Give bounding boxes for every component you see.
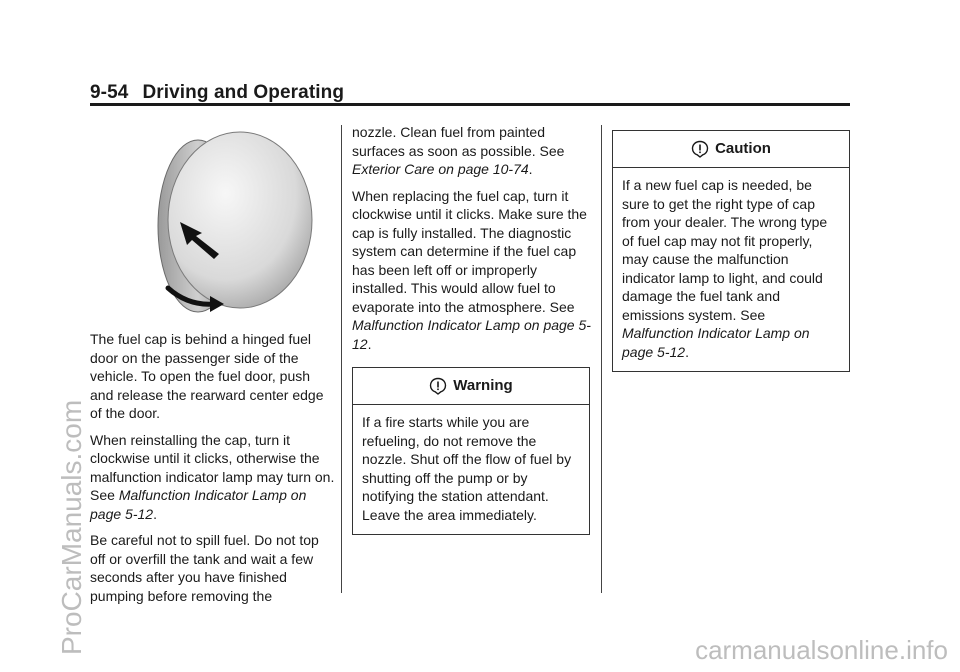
warning-title: Warning — [453, 376, 513, 394]
column-1 — [90, 330, 336, 613]
caution-box — [612, 130, 850, 372]
column-divider-2 — [601, 125, 602, 593]
cross-reference-link[interactable]: Malfunction Indicator Lamp on page 5-12 — [90, 487, 307, 522]
paragraph — [352, 123, 592, 179]
warning-header — [353, 368, 589, 405]
caution-text — [622, 176, 840, 361]
paragraph — [90, 431, 336, 524]
fuel-cap-illustration — [140, 130, 320, 320]
paragraph: Be careful not to spill fuel. Do not top off or overfill the tank and wait a few seconds after you have finished pumping before removing the — [90, 532, 319, 604]
page-number: 9-54 — [90, 82, 129, 103]
column-3 — [612, 130, 850, 372]
paragraph-end: . — [367, 335, 372, 352]
paragraph-end: . — [153, 505, 157, 522]
warning-text: If a fire starts while you are refueling, do not remove the nozzle. Shut off the flow of fuel by shutting off the pump or by notifying the station attendant. Leave the area immediately. — [362, 414, 572, 523]
section-title: Driving and Operating — [142, 82, 345, 103]
column-2 — [352, 123, 592, 535]
paragraph-text: nozzle. Clean fuel from painted surfaces as soon as possible. See — [352, 124, 565, 159]
paragraph: The fuel cap is behind a hinged fuel door on the passenger side of the vehicle. To open the fuel door, push and release the rearward center edge of the door. — [90, 331, 324, 421]
watermark-bottom: carmanualsonline.info — [695, 635, 948, 665]
watermark-side: ProCarManuals.com — [56, 399, 87, 655]
warning-box — [352, 367, 590, 535]
header-rule — [90, 103, 850, 106]
caution-title: Caution — [715, 139, 771, 157]
page-header — [90, 82, 344, 104]
paragraph — [352, 187, 592, 354]
column-divider-1 — [341, 125, 342, 593]
caution-header — [613, 131, 849, 168]
paragraph-text: When reinstalling the cap, turn it clockwise until it clicks, otherwise the malfunction indicator lamp may turn on. See — [90, 431, 335, 503]
caution-body — [613, 168, 849, 371]
caution-text-body: If a new fuel cap is needed, be sure to get the right type of cap from your dealer. The wrong type of fuel cap may not fit properly, may cause the malfunction indicator lamp to light, and could damage the fuel tank and emissions system. See — [622, 177, 828, 323]
paragraph-end: . — [528, 161, 533, 177]
cross-reference-link[interactable]: Malfunction Indicator Lamp on page 5-12 — [622, 325, 810, 360]
caution-icon — [691, 140, 709, 158]
warning-body — [353, 405, 589, 534]
warning-icon — [429, 377, 447, 395]
cross-reference-link[interactable]: Exterior Care on page 10-74 — [352, 161, 529, 177]
paragraph-text: When replacing the fuel cap, turn it clockwise until it clicks. Make sure the cap is fully installed. The diagnostic system can determine if the fuel cap has been left off or improperly installed. This would allow fuel to evaporate into the atmosphere. See — [352, 187, 587, 315]
caution-text-end: . — [685, 343, 689, 360]
cross-reference-link[interactable]: Malfunction Indicator Lamp on page 5-12 — [352, 317, 591, 352]
